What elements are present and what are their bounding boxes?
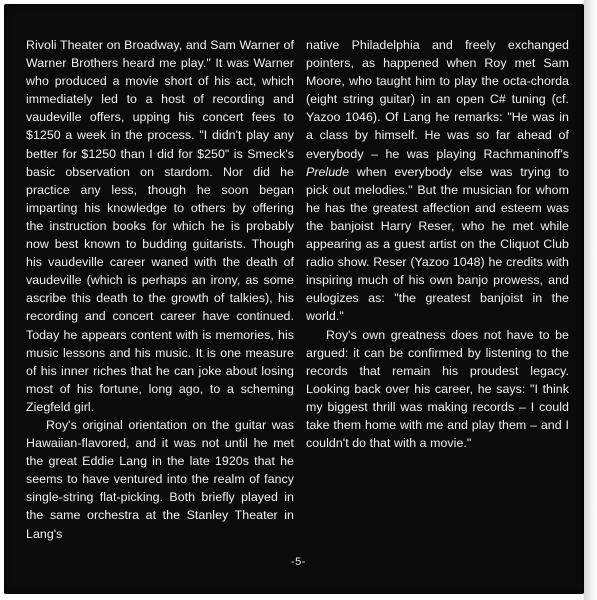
right-paragraph-2: Roy's own greatness does not have to be argued: it can be confirmed by listening to the records that remain his proudest legacy. Looking back over his career, he says: "I think my biggest thrill was making records – I could take them home with me and play them – and I couldn't do that with a movie." <box>306 327 569 451</box>
right-paragraph-1-text-a: native Philadelphia and freely exchanged pointers, as happened when Roy met Sam Moore, who taught him to play the octa-chorda (eight string guitar) in an open C# tuning (cf. Yazoo 1046). Of Lang he remarks: "He was in a class by himself. He was so far ahead of everybody – he was playing Rachmaninoff's <box>306 38 569 161</box>
left-paragraph-1: Rivoli Theater on Broadway, and Sam Warner of Warner Brothers heard me play." It was Warner who produced a movie short of his act, which immediately led to a host of recording and vaudeville offers, upping his concert fees to $1250 a week in the process. "I didn't play any better for $1250 than I did for $250" is Smeck's basic observation on stardom. Nor did he practice any less, though he soon began imparting his knowledge to others by offering the instruction books for which he is probably now best known to budding guitarists. Though his vaudeville career waned with the death of vaudeville (which is perhaps an irony, as some ascribe this death to the growth of talkies), his recording and concert career have continued. Today he appears content with is memories, his music lessons and his music. It is one measure of his inner riches that he can joke about losing most of his fortune, long ago, to a scheming Ziegfeld girl. <box>26 38 294 414</box>
left-text-column <box>26 36 294 543</box>
left-paragraph-2: Roy's original orientation on the guitar was Hawaiian-flavored, and it was not until he met the great Eddie Lang in the late 1920s that he seems to have ventured into the realm of fancy single-string flat-picking. Both briefly played in the same orchestra at the Stanley Theater in Lang's <box>26 417 294 541</box>
right-text-column <box>306 36 569 452</box>
prelude-title: Prelude <box>306 164 350 179</box>
page-number: -5- <box>291 556 306 568</box>
right-paragraph-1-text-b: when everybody else was trying to pick out melodies." But the musician for whom he has the greatest affection and esteem was the banjoist Harry Reser, who he met while appearing as a guest artist on the Cliquot Club radio show. Reser (Yazoo 1048) he credits with inspiring much of his own banjo prowess, and eulogizes as: "the greatest banjoist in the world." <box>306 164 569 324</box>
scan-edge <box>584 0 597 600</box>
right-paragraph-1 <box>306 36 569 326</box>
